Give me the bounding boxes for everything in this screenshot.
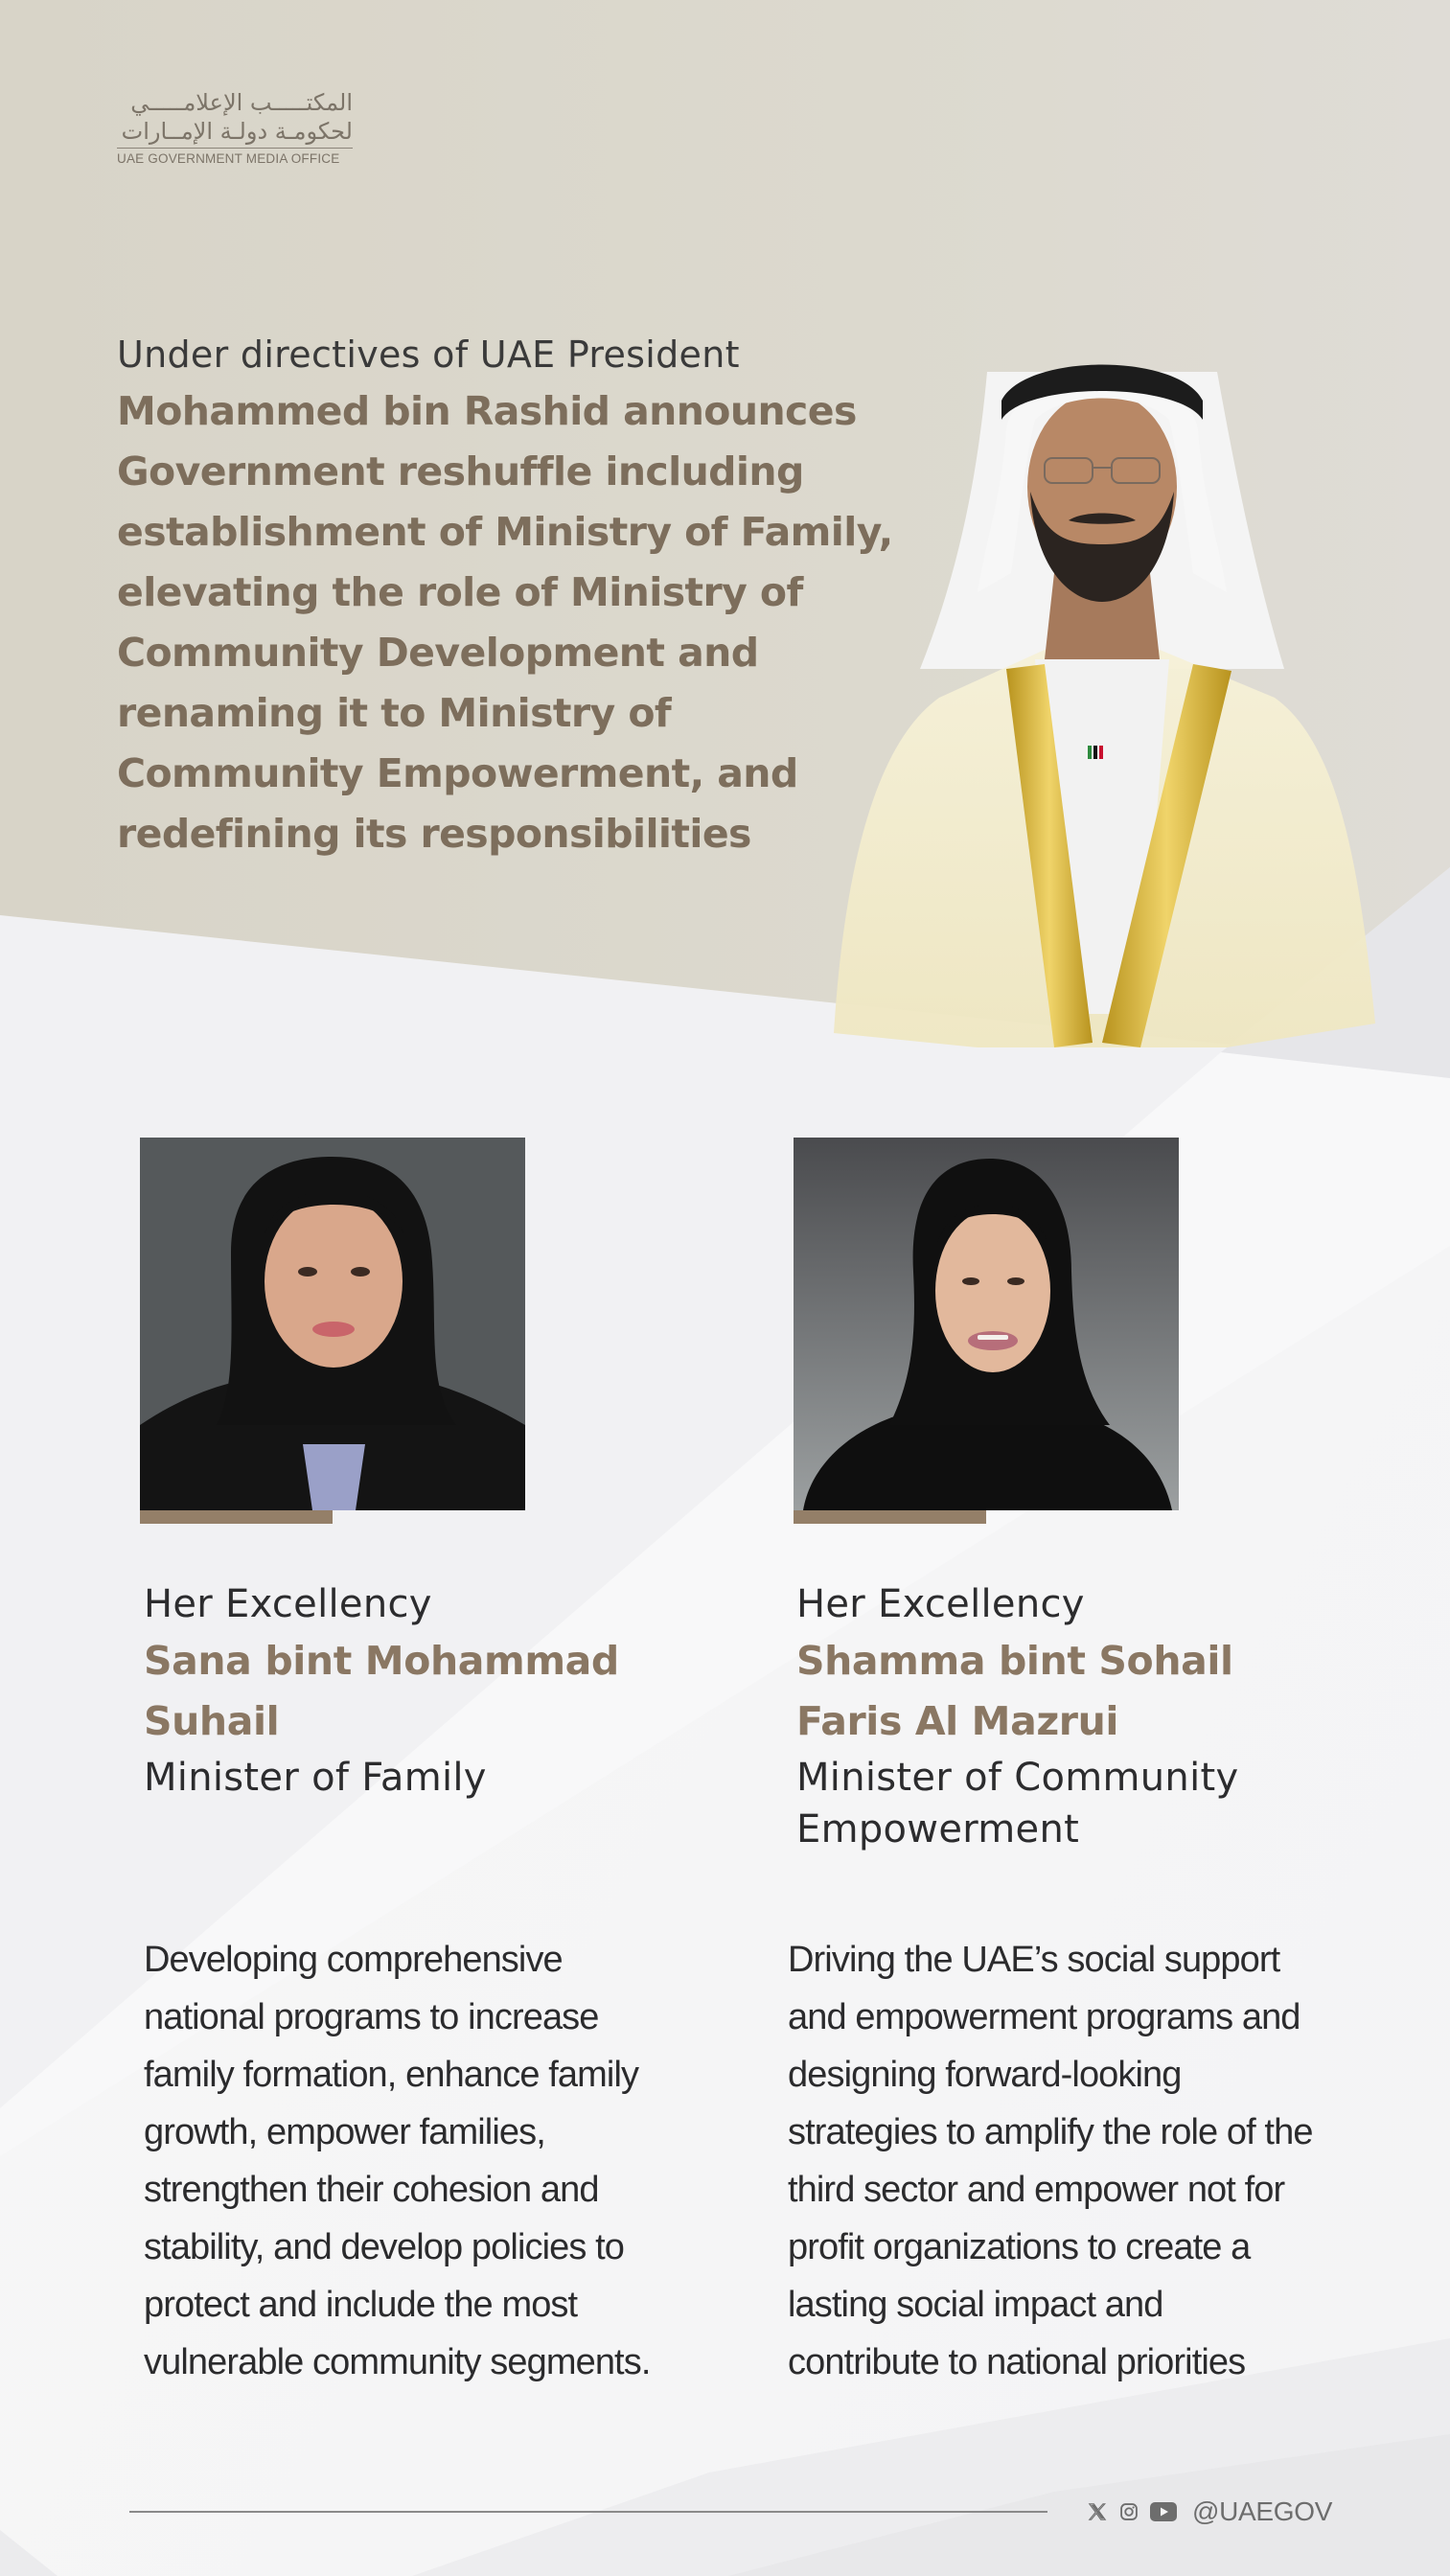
minister-accent-bar — [140, 1510, 333, 1524]
description-line: national programs to increase — [144, 1997, 599, 2037]
minister-name-line: Suhail — [144, 1698, 280, 1744]
description-line: Driving the UAE’s social support — [788, 1940, 1280, 1980]
headline-line: Community Empowerment, and — [117, 750, 798, 796]
description-line: Developing comprehensive — [144, 1940, 563, 1980]
minister-role-line: Empowerment — [796, 1807, 1080, 1852]
minister-photo-sana-bint-mohammad-suhail — [140, 1138, 525, 1510]
minister-name — [144, 1631, 619, 1752]
social-links — [1087, 2496, 1332, 2528]
minister-role — [144, 1752, 619, 1804]
headline-block — [117, 328, 903, 864]
x-icon[interactable] — [1087, 2501, 1108, 2522]
description-line: vulnerable community segments. — [144, 2342, 651, 2382]
headline-title — [117, 381, 903, 864]
description-line: protect and include the most — [144, 2285, 578, 2325]
footer-divider — [129, 2511, 1047, 2513]
minister-photo-shamma-bint-sohail-faris-al-mazrui — [794, 1138, 1179, 1510]
instagram-icon[interactable] — [1119, 2502, 1139, 2521]
minister-role-line: Minister of Family — [144, 1756, 487, 1800]
hero-portrait-image — [815, 286, 1390, 1052]
headline-line: establishment of Ministry of Family, — [117, 509, 893, 555]
headline-line: redefining its responsibilities — [117, 811, 751, 857]
headline-line: Mohammed bin Rashid announces — [117, 388, 857, 434]
minister-title-block — [144, 1577, 619, 1804]
social-handle[interactable]: @UAEGOV — [1192, 2496, 1333, 2526]
description-line: profit organizations to create a — [788, 2227, 1251, 2267]
minister-description — [144, 1931, 650, 2391]
logo-english-text: UAE GOVERNMENT MEDIA OFFICE — [117, 151, 340, 166]
minister-role-line: Minister of Community — [796, 1756, 1239, 1800]
description-line: and empowerment programs and — [788, 1997, 1300, 2037]
minister-role — [796, 1752, 1238, 1855]
description-line: designing forward-looking — [788, 2055, 1182, 2095]
description-line: contribute to national priorities — [788, 2342, 1246, 2382]
description-line: strategies to amplify the role of the — [788, 2112, 1313, 2152]
minister-title-block — [796, 1577, 1238, 1855]
minister-name-line: Shamma bint Sohail — [796, 1638, 1233, 1684]
minister-description — [788, 1931, 1313, 2391]
description-line: growth, empower families, — [144, 2112, 545, 2152]
minister-name-line: Faris Al Mazrui — [796, 1698, 1119, 1744]
description-line: lasting social impact and — [788, 2285, 1163, 2325]
headline-line: Government reshuffle including — [117, 448, 804, 494]
headline-line: Community Development and — [117, 630, 759, 676]
logo-arabic-line-1: المكتـــــب الإعلامـــــي — [130, 89, 353, 116]
description-line: stability, and develop policies to — [144, 2227, 625, 2267]
minister-name — [796, 1631, 1238, 1752]
minister-honorific: Her Excellency — [144, 1582, 432, 1626]
minister-accent-bar — [794, 1510, 986, 1524]
minister-honorific: Her Excellency — [796, 1582, 1085, 1626]
description-line: third sector and empower not for — [788, 2170, 1285, 2210]
headline-line: elevating the role of Ministry of — [117, 569, 803, 615]
description-line: family formation, enhance family — [144, 2055, 639, 2095]
logo-arabic-line-2: لحكومـة دولـة الإمــارات — [121, 118, 353, 145]
headline-line: renaming it to Ministry of — [117, 690, 672, 736]
youtube-icon[interactable] — [1150, 2502, 1177, 2521]
logo-divider — [117, 148, 353, 149]
headline-kicker: Under directives of UAE President — [117, 334, 740, 376]
minister-name-line: Sana bint Mohammad — [144, 1638, 619, 1684]
uae-government-media-office-logo — [117, 88, 353, 166]
description-line: strengthen their cohesion and — [144, 2170, 599, 2210]
